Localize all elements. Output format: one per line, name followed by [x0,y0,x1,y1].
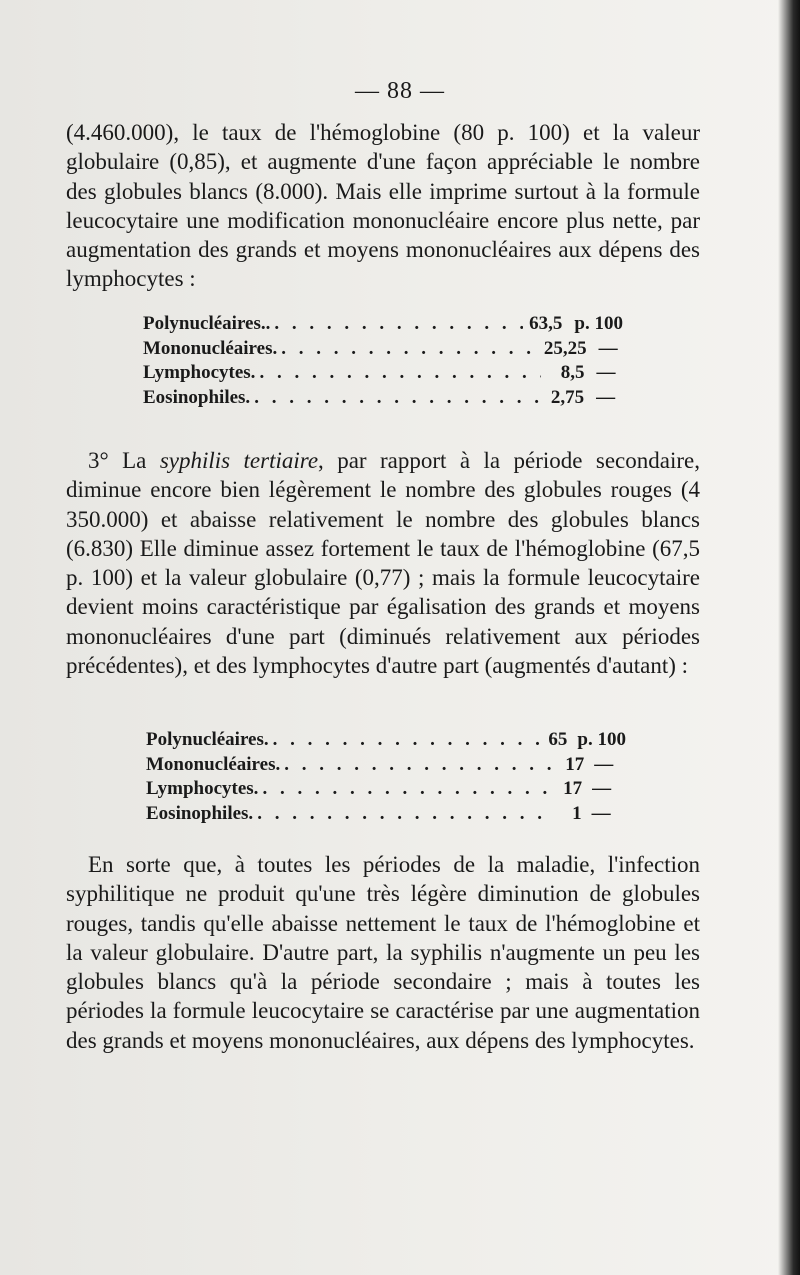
leader-dots [257,802,553,827]
row-unit: — [591,802,611,824]
row-value: 17 [563,778,583,800]
row-unit: p. 100 [574,313,623,334]
leader-dots [284,753,557,778]
row-label: Polynucléaires.. [143,313,271,334]
leader-dots [273,728,541,753]
table-row [146,728,626,753]
page-number: — 88 — [355,78,445,104]
page-edge-shadow [778,0,800,1275]
paragraph-2-emphasis: syphilis tertiaire [159,448,319,473]
row-unit: — [598,337,618,359]
table-row [143,312,623,337]
row-value: 2,75 [550,386,585,408]
row-unit: p. 100 [577,729,626,750]
leukocyte-table-secondary [143,312,623,410]
row-value: 25,25 [543,337,587,359]
paragraph-2-prefix: 3° La [88,448,160,473]
row-label: Eosinophiles. [143,386,251,408]
leader-dots [274,312,523,337]
table-row [143,337,623,362]
row-unit: — [596,386,616,408]
table-row [143,386,623,411]
row-unit: — [592,778,612,800]
paragraph-1-text: (4.460.000), le taux de l'hémoglobine (80 p. 100) et la valeur globulaire (0,85), et augmente d'une façon appréciable le nombre des globules blancs (8.000). Mais elle imprime surtout à la formule leucocytaire une modification mononucléaire encore plus nette, par augmentation des grands et moyens mononucléaires aux dépens des lymphocytes : [66,120,700,292]
row-value: 8,5 [560,362,585,384]
row-unit: — [596,362,616,384]
row-label: Polynucléaires. [146,729,269,750]
leader-dots [259,361,540,386]
paragraph-2 [66,446,700,680]
row-label: Lymphocytes. [143,362,256,384]
row-value: 17 [565,753,585,775]
leader-dots [281,337,540,362]
paragraph-3 [66,850,700,1055]
row-label: Lymphocytes. [146,778,259,800]
paragraph-1 [66,118,700,294]
row-value: 63,5 [529,313,563,334]
leader-dots [262,777,553,802]
row-label: Eosinophiles. [146,802,254,824]
paragraph-2-rest: , par rapport à la période secondaire, diminue encore bien légèrement le nombre des globules rouges (4 350.000) et abaisse relativement le nombre des globules blancs (6.830) Elle diminue assez fortement le taux de l'hémoglobine (67,5 p. 100) et la valeur globulaire (0,77) ; mais la formule leucocytaire devient moins caractéristique par égalisation des grands et moyens mononucléaires d'une part (diminués relativement aux périodes précédentes), et des lymphocytes d'autre part (augmentés d'autant) : [66,448,700,679]
leukocyte-table-tertiary [146,728,626,826]
row-unit: — [594,753,614,775]
paragraph-3-text: En sorte que, à toutes les périodes de la maladie, l'infection syphilitique ne produit qu'une très légère diminution de globules rouges, tandis qu'elle abaisse nettement le taux de l'hémoglobine et la valeur globulaire. D'autre part, la syphilis n'augmente un peu les globules blancs qu'à la période secondaire ; mais à toutes les périodes la formule leucocytaire se caractérise par une augmentation des grands et moyens mononucléaires, aux dépens des lymphocytes. [66,852,700,1053]
table-row [146,802,626,827]
row-value: 1 [572,802,582,824]
row-value: 65 [548,729,568,750]
table-row [146,777,626,802]
table-row [146,753,626,778]
row-label: Mononucléaires. [146,753,281,775]
row-label: Mononucléaires. [143,337,278,359]
paragraph-2-text [66,446,700,680]
table-row [143,361,623,386]
leader-dots [254,386,539,411]
